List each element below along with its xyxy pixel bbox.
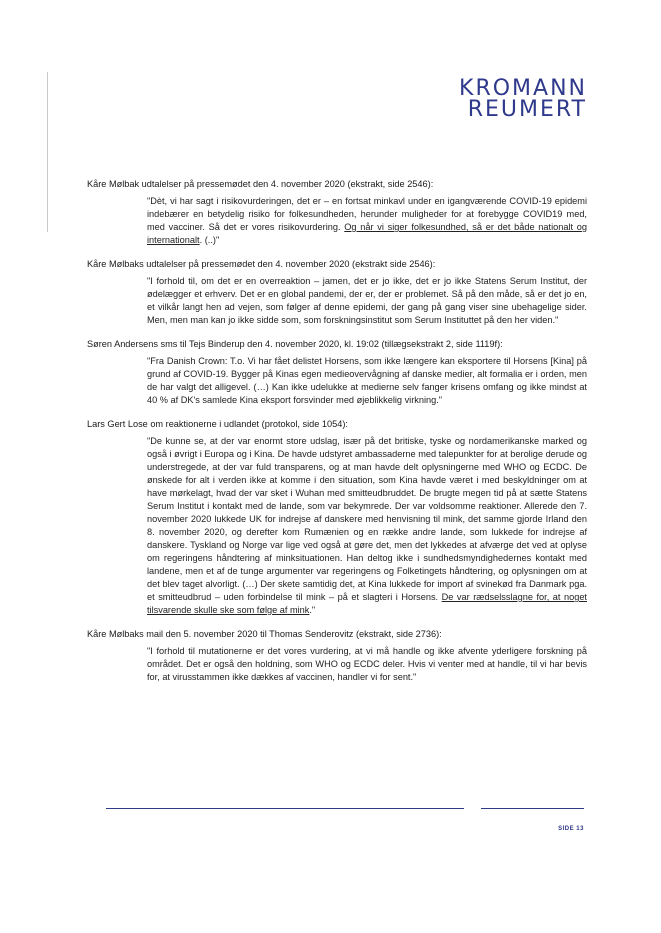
quote-text (147, 275, 587, 327)
page-number: SIDE 13 (558, 826, 584, 832)
logo-line-2: REUMERT (467, 97, 587, 122)
quote-tail: . (..)" (199, 235, 220, 245)
quote-section-5 (87, 628, 587, 684)
section-heading: Søren Andersens sms til Tejs Binderup den 4. november 2020, kl. 19:02 (tillægsekstrakt 2, side 1119f): (87, 339, 503, 349)
quote-body: "Fra Danish Crown: T.o. Vi har fået delistet Horsens, som ikke længere kan eksportere til Horsens [Kina] på grund af COVID-19. Bygger på Kinas egen medieovervågning af danske medier, alt formalia er i orden, men de har valgt det alligevel. (…) Kan ikke udelukke at medierne selv fanger krisens omfang og ikke mindst at 40 % af DK's samlede Kina eksport forsvinder med øjeblikkelig virkning." (147, 356, 587, 405)
quote-body: "I forhold til mutationerne er det vores vurdering, at vi må handle og ikke afvente yderligere forskning på området. Det er også den holdning, som WHO og ECDC deler. Hvis vi venter med at handle, til vi har bevis for, at virusstammen ikke dækkes af vaccinen, handler vi for sent." (147, 646, 587, 682)
quote-section-2 (87, 258, 587, 327)
quote-body: "I forhold til, om det er en overreaktion – jamen, det er jo ikke, det er jo ikke Statens Serum Institut, der ødelægger et erhverv. Det er en global pandemi, der er, der er problemet. Så på den måde, så er det jo en, et vilkår langt hen ad vejen, som følger af denne epidemi, der gang på gang viser sine ubehagelige sider. Men, men man kan jo ikke sidde som, som forskningsinstitut som Serum Instituttet på den her viden." (147, 276, 587, 325)
logo-line-1: KROMANN (459, 76, 587, 101)
document-body (87, 178, 587, 695)
section-heading: Kåre Mølbaks mail den 5. november 2020 til Thomas Senderovitz (ekstrakt, side 2736): (87, 629, 442, 639)
quote-section-1 (87, 178, 587, 247)
footer-rule-left (106, 808, 464, 809)
quote-underlined: De var rædselsslagne for, at noget tilsvarende skulle ske som følge af mink (147, 592, 587, 615)
quote-section-3 (87, 338, 587, 407)
quote-text (147, 645, 587, 684)
quote-text (147, 195, 587, 247)
section-heading: Lars Gert Lose om reaktionerne i udlandet (protokol, side 1054): (87, 419, 348, 429)
footer-rule-right (481, 808, 584, 809)
quote-text (147, 435, 587, 617)
kromann-reumert-logo (459, 78, 587, 120)
quote-text (147, 355, 587, 407)
section-heading: Kåre Mølbaks udtalelser på pressemødet den 4. november 2020 (ekstrakt side 2546): (87, 259, 436, 269)
quote-tail: ." (309, 605, 316, 615)
quote-body: "De kunne se, at der var enormt store udslag, især på det britiske, tyske og nordamerikanske marked og også i øvrigt i Europa og i Kina. De havde udstyret ambassaderne med talepunkter for at berolige derude og understregede, at der var fuld transparens, og at man havde delt oplysningerne med WHO og ECDC. De ønskede for alt i verden ikke at komme i den situation, som Kina havde været i med beskyldninger om at have mørkelagt, hvad der var sket i Wuhan med smitteudbruddet. De brugte megen tid på at sætte Statens Serum Institut i kontakt med de lande, som var bekymrede. Der var voldsomme reaktioner. Allerede den 7. november 2020 lukkede UK for indrejse af danskere med henvisning til mink, det samme gjorde Irland den 8. november 2020, og derefter kom Rumænien og en række andre lande, som lukkede for indrejse af danskere. Tyskland og Norge var lige ved også at gøre det, men det lykkedes at afværge det ved at oplyse om regeringens håndtering af minksituationen. Han deltog ikke i sundhedsmyndighedernes kontakt med landene, men et af de tunge argumenter var regeringens og Folketingets håndtering, og oplysningen om at det blev taget alvorligt. (…) Der skete samtidig det, at Kina lukkede for import af svinekød fra Danmark pga. et smitteudbrud – uden forbindelse til mink – på et slagteri i Horsens. (147, 436, 587, 602)
section-heading: Kåre Mølbak udtalelser på pressemødet den 4. november 2020 (ekstrakt, side 2546): (87, 179, 434, 189)
margin-mark (47, 72, 48, 232)
quote-section-4 (87, 418, 587, 617)
quote-underlined: Og når vi siger folkesundhed, så er det både nationalt og internationalt (147, 222, 588, 245)
quote-body: "Dèt, vi har sagt i risikovurderingen, det er – en fortsat minkavl under en igangværende COVID-19 epidemi indebærer en betydelig risiko for folkesundheden, herunder muligheder for at forebygge COVID19 med, med vacciner. Så det er vores risikovurdering. (147, 196, 587, 232)
